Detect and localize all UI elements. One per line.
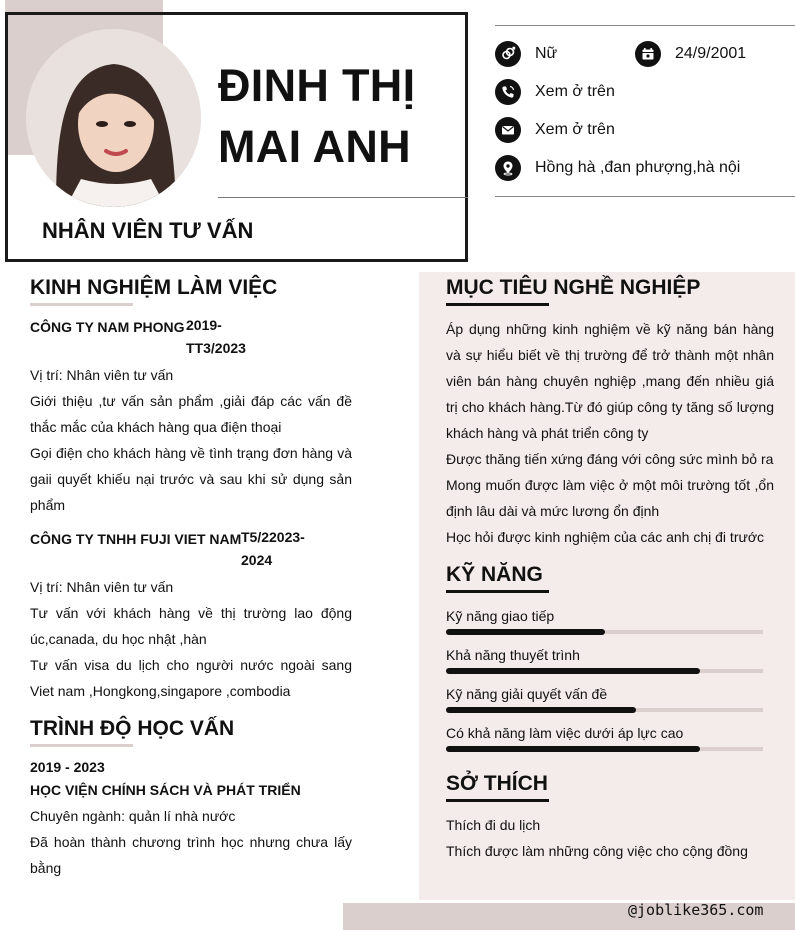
- education-heading: TRÌNH ĐỘ HỌC VẤN: [30, 717, 235, 740]
- name-line-2: MAI ANH: [218, 121, 411, 172]
- skill-2-label: Khả năng thuyết trình: [446, 647, 580, 663]
- job-1-period: [186, 314, 246, 360]
- objective-paragraph-3: Mong muốn được làm việc ở một môi trường tốt ,ổn định lâu dài và mức lương ổn định: [446, 477, 774, 519]
- job-1-desc-1: Giới thiệu ,tư vấn sản phẩm ,giải đáp các vấn đề thắc mắc của khách hàng qua điện thoại: [30, 393, 352, 435]
- phone-icon: [495, 79, 521, 105]
- objective-underline: [446, 303, 549, 306]
- phone-text: Xem ở trên: [535, 83, 615, 100]
- education-underline: [30, 744, 133, 747]
- job-title: NHÂN VIÊN TƯ VẤN: [42, 218, 254, 243]
- skill-3-bar: [446, 708, 763, 712]
- profile-photo: [26, 29, 201, 207]
- email-row: [495, 117, 615, 143]
- birthday-text: 24/9/2001: [675, 45, 747, 62]
- skill-4-fill: [446, 746, 700, 752]
- objective-paragraph-4: Học hỏi được kinh nghiệm của các anh chị đi trước: [446, 529, 765, 545]
- contact-divider-bottom: [495, 196, 795, 197]
- skills-underline: [446, 590, 549, 593]
- name-line-1: ĐINH THỊ: [218, 60, 416, 111]
- address-text: Hồng hà ,đan phượng,hà nội: [535, 159, 741, 176]
- job-2-period: [241, 526, 305, 572]
- contact-divider-top: [495, 25, 795, 26]
- full-name: [218, 55, 415, 177]
- experience-underline: [30, 303, 133, 306]
- gender-row: [495, 41, 557, 67]
- email-text: Xem ở trên: [535, 121, 615, 138]
- education-school: HỌC VIỆN CHÍNH SÁCH VÀ PHÁT TRIỂN: [30, 782, 301, 798]
- footer-handle: @joblike365.com: [628, 901, 764, 919]
- objective-heading: MỤC TIÊU NGHỀ NGHIỆP: [446, 276, 701, 299]
- birthday-row: [635, 41, 746, 67]
- skill-1-label: Kỹ năng giao tiếp: [446, 608, 555, 624]
- job-2-period-start: T5/22023-: [241, 529, 305, 545]
- gender-text: Nữ: [535, 45, 558, 62]
- job-2-role: Vị trí: Nhân viên tư vấn: [30, 579, 174, 595]
- objective-paragraph-2: Được thăng tiến xứng đáng với công sức mình bỏ ra: [446, 451, 774, 467]
- job-1-desc-2: Gọi điện cho khách hàng về tình trạng đơn hàng và gaii quyết khiếu nại trước và sau khi sử dụng sản phẩm: [30, 445, 352, 513]
- skill-1-bar: [446, 630, 763, 634]
- job-1-role: Vị trí: Nhân viên tư vấn: [30, 367, 174, 383]
- name-divider: [218, 197, 468, 198]
- calendar-icon: [635, 41, 661, 67]
- job-2-company: CÔNG TY TNHH FUJI VIET NAM: [30, 531, 242, 547]
- job-1-company: CÔNG TY NAM PHONG: [30, 319, 185, 335]
- skill-4-label: Có khả năng làm việc dưới áp lực cao: [446, 725, 684, 741]
- experience-heading: KINH NGHIỆM LÀM VIỆC: [30, 276, 278, 299]
- phone-row: [495, 79, 615, 105]
- envelope-icon: [495, 117, 521, 143]
- address-row: [495, 155, 740, 181]
- hobby-2: Thích được làm những công việc cho cộng đồng: [446, 843, 748, 859]
- gender-icon: [495, 41, 521, 67]
- education-major: Chuyên ngành: quản lí nhà nước: [30, 808, 236, 824]
- skill-2-fill: [446, 668, 700, 674]
- objective-paragraph-1: Áp dụng những kinh nghiệm về kỹ năng bán hàng và sự hiểu biết về thị trường để trở thành một nhân viên bán hàng chuyên nghiệp ,mang đến nhiều giá trị cho khách hàng.Từ đó giúp công ty tăng số lượng khách hàng và phát triển công ty: [446, 321, 774, 441]
- skill-2-bar: [446, 669, 763, 673]
- job-1-period-end: TT3/2023: [186, 340, 246, 356]
- education-period: 2019 - 2023: [30, 759, 105, 775]
- skill-1-fill: [446, 629, 605, 635]
- education-note: Đã hoàn thành chương trình học nhưng chưa lấy bằng: [30, 834, 352, 876]
- hobby-1: Thích đi du lịch: [446, 817, 541, 833]
- skill-3-label: Kỹ năng giải quyết vấn đề: [446, 686, 608, 702]
- hobbies-heading: SỞ THÍCH: [446, 772, 548, 795]
- job-2-desc-1: Tư vấn với khách hàng về thị trường lao động úc,canada, du học nhật ,hàn: [30, 605, 352, 647]
- skills-heading: KỸ NĂNG: [446, 563, 543, 586]
- location-pin-icon: [495, 155, 521, 181]
- job-1-period-start: 2019-: [186, 317, 222, 333]
- hobbies-underline: [446, 799, 549, 802]
- skill-3-fill: [446, 707, 636, 713]
- skill-4-bar: [446, 747, 763, 751]
- job-2-desc-2: Tư vấn visa du lịch cho người nước ngoài sang Viet nam ,Hongkong,singapore ,combodia: [30, 657, 352, 699]
- job-2-period-end: 2024: [241, 552, 273, 568]
